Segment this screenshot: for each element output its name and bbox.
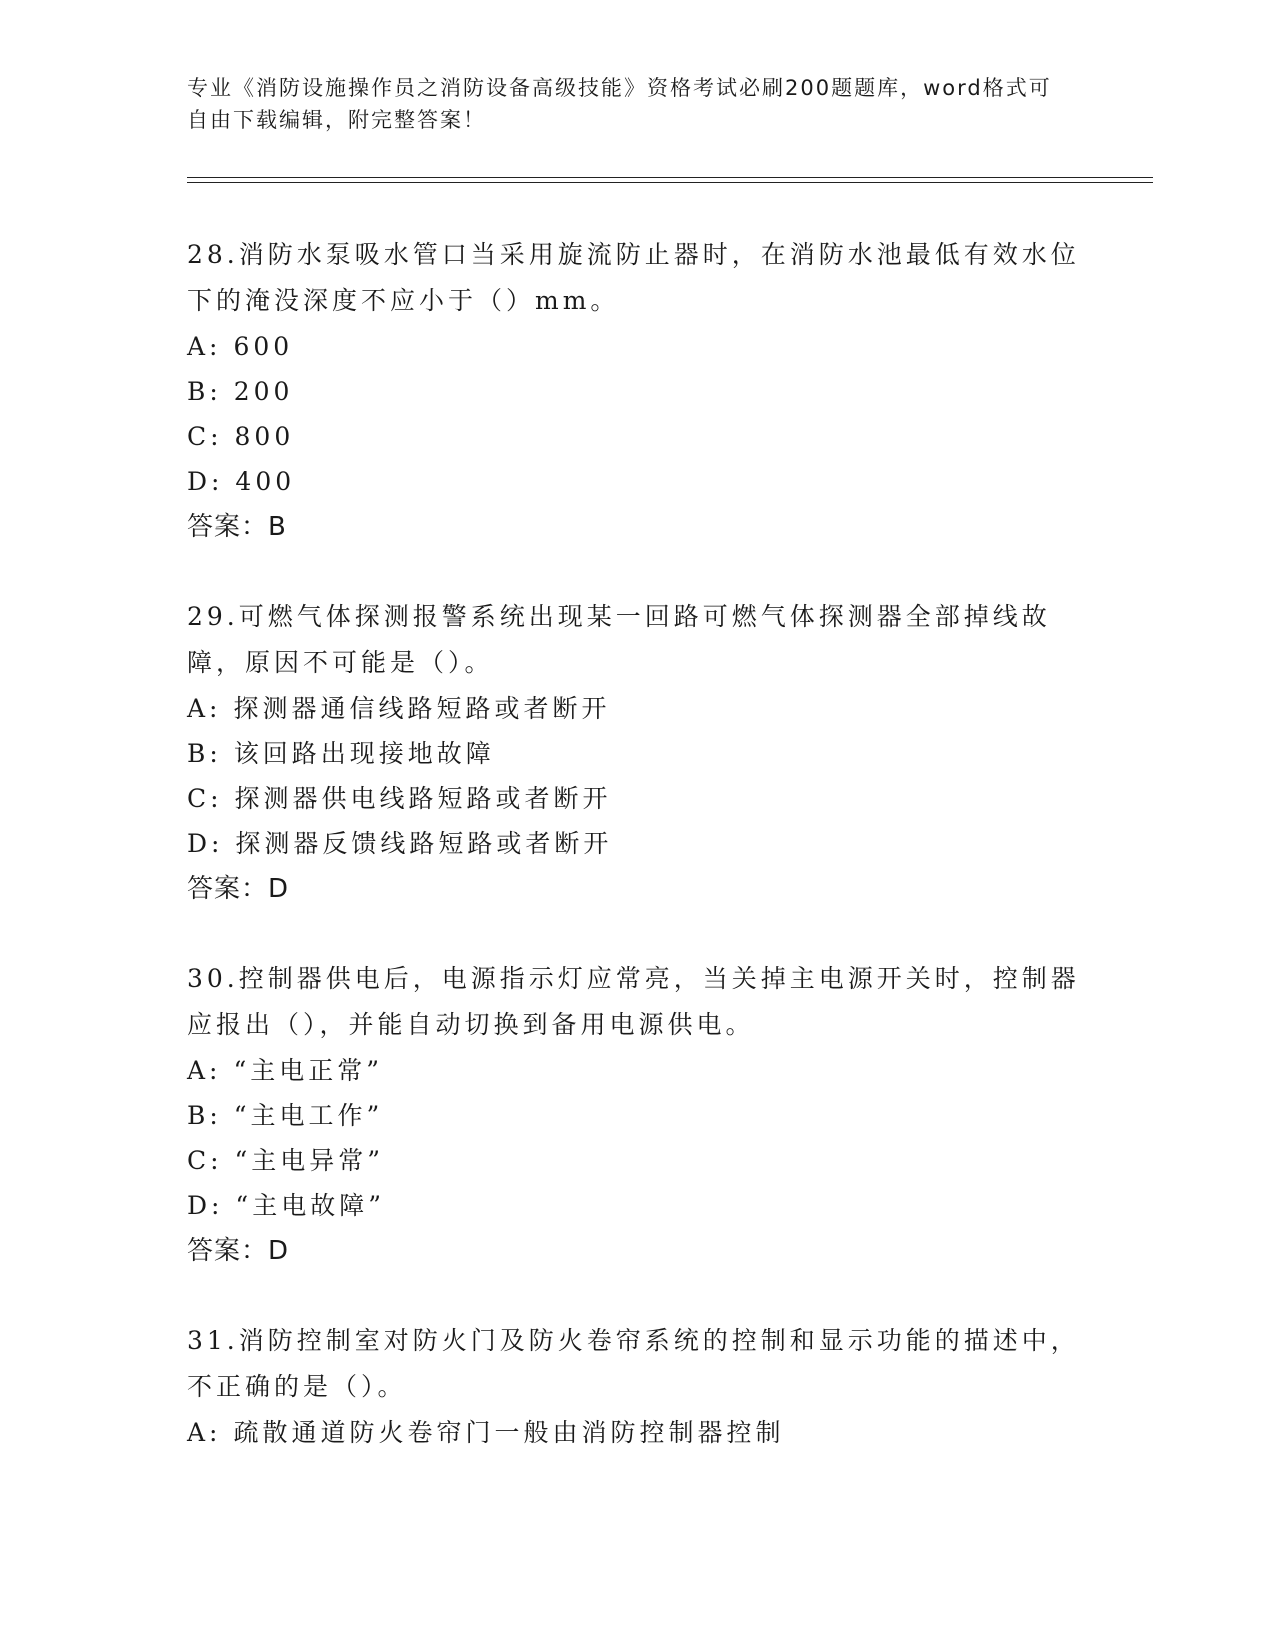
question-28: [187, 232, 1087, 550]
option-text: “主电异常”: [234, 1146, 385, 1175]
question-stem: 30.控制器供电后，电源指示灯应常亮，当关掉主电源开关时，控制器应报出（），并能自动切换到备用电源供电。: [187, 964, 1080, 1039]
option-letter: A:: [187, 1056, 222, 1085]
option-text: “主电工作”: [233, 1101, 384, 1130]
question-stem: 31.消防控制室对防火门及防火卷帘系统的控制和显示功能的描述中，不正确的是（）。: [187, 1326, 1080, 1401]
option-letter: B:: [187, 377, 222, 406]
option-letter: C:: [187, 1146, 223, 1175]
option-a: [187, 1410, 1087, 1455]
option-letter: D:: [187, 467, 224, 496]
option-letter: A:: [187, 332, 222, 361]
question-30: [187, 956, 1087, 1274]
option-text: 600: [233, 332, 294, 361]
question-31: [187, 1318, 1087, 1455]
option-a: [187, 324, 1087, 369]
option-text: 该回路出现接地故障: [233, 739, 495, 768]
option-letter: D:: [187, 1191, 224, 1220]
option-a: [187, 1048, 1087, 1093]
answer-line: 答案：B: [187, 512, 287, 542]
option-letter: D:: [187, 829, 224, 858]
option-letter: A:: [187, 694, 222, 723]
option-text: “主电故障”: [235, 1191, 385, 1220]
option-text: 探测器供电线路短路或者断开: [234, 784, 612, 813]
question-stem: 29.可燃气体探测报警系统出现某一回路可燃气体探测器全部掉线故障，原因不可能是（）。: [187, 602, 1051, 677]
question-list: [187, 232, 1087, 1499]
option-letter: A:: [187, 1418, 222, 1447]
option-letter: B:: [187, 739, 222, 768]
option-text: “主电正常”: [233, 1056, 383, 1085]
option-c: [187, 414, 1087, 459]
option-text: 探测器反馈线路短路或者断开: [235, 829, 613, 858]
option-text: 400: [235, 467, 296, 496]
option-b: [187, 1093, 1087, 1138]
option-c: [187, 776, 1087, 821]
question-29: [187, 594, 1087, 912]
option-text: 200: [233, 377, 294, 406]
option-a: [187, 686, 1087, 731]
option-letter: C:: [187, 422, 223, 451]
question-stem: 28.消防水泵吸水管口当采用旋流防止器时，在消防水池最低有效水位下的淹没深度不应小于（）mm。: [187, 240, 1080, 315]
document-header: 专业《消防设施操作员之消防设备高级技能》资格考试必刷200题题库，word格式可自由下载编辑，附完整答案！: [187, 76, 1052, 132]
option-text: 800: [234, 422, 295, 451]
option-d: [187, 459, 1087, 504]
answer-line: 答案：D: [187, 874, 290, 904]
option-b: [187, 369, 1087, 414]
option-text: 疏散通道防火卷帘门一般由消防控制器控制: [233, 1418, 785, 1447]
option-b: [187, 731, 1087, 776]
header-divider-bottom: [187, 182, 1153, 183]
option-text: 探测器通信线路短路或者断开: [233, 694, 611, 723]
option-c: [187, 1138, 1087, 1183]
header-divider-top: [187, 177, 1153, 178]
option-letter: C:: [187, 784, 223, 813]
answer-line: 答案：D: [187, 1236, 290, 1266]
option-d: [187, 821, 1087, 866]
option-letter: B:: [187, 1101, 222, 1130]
option-d: [187, 1183, 1087, 1228]
